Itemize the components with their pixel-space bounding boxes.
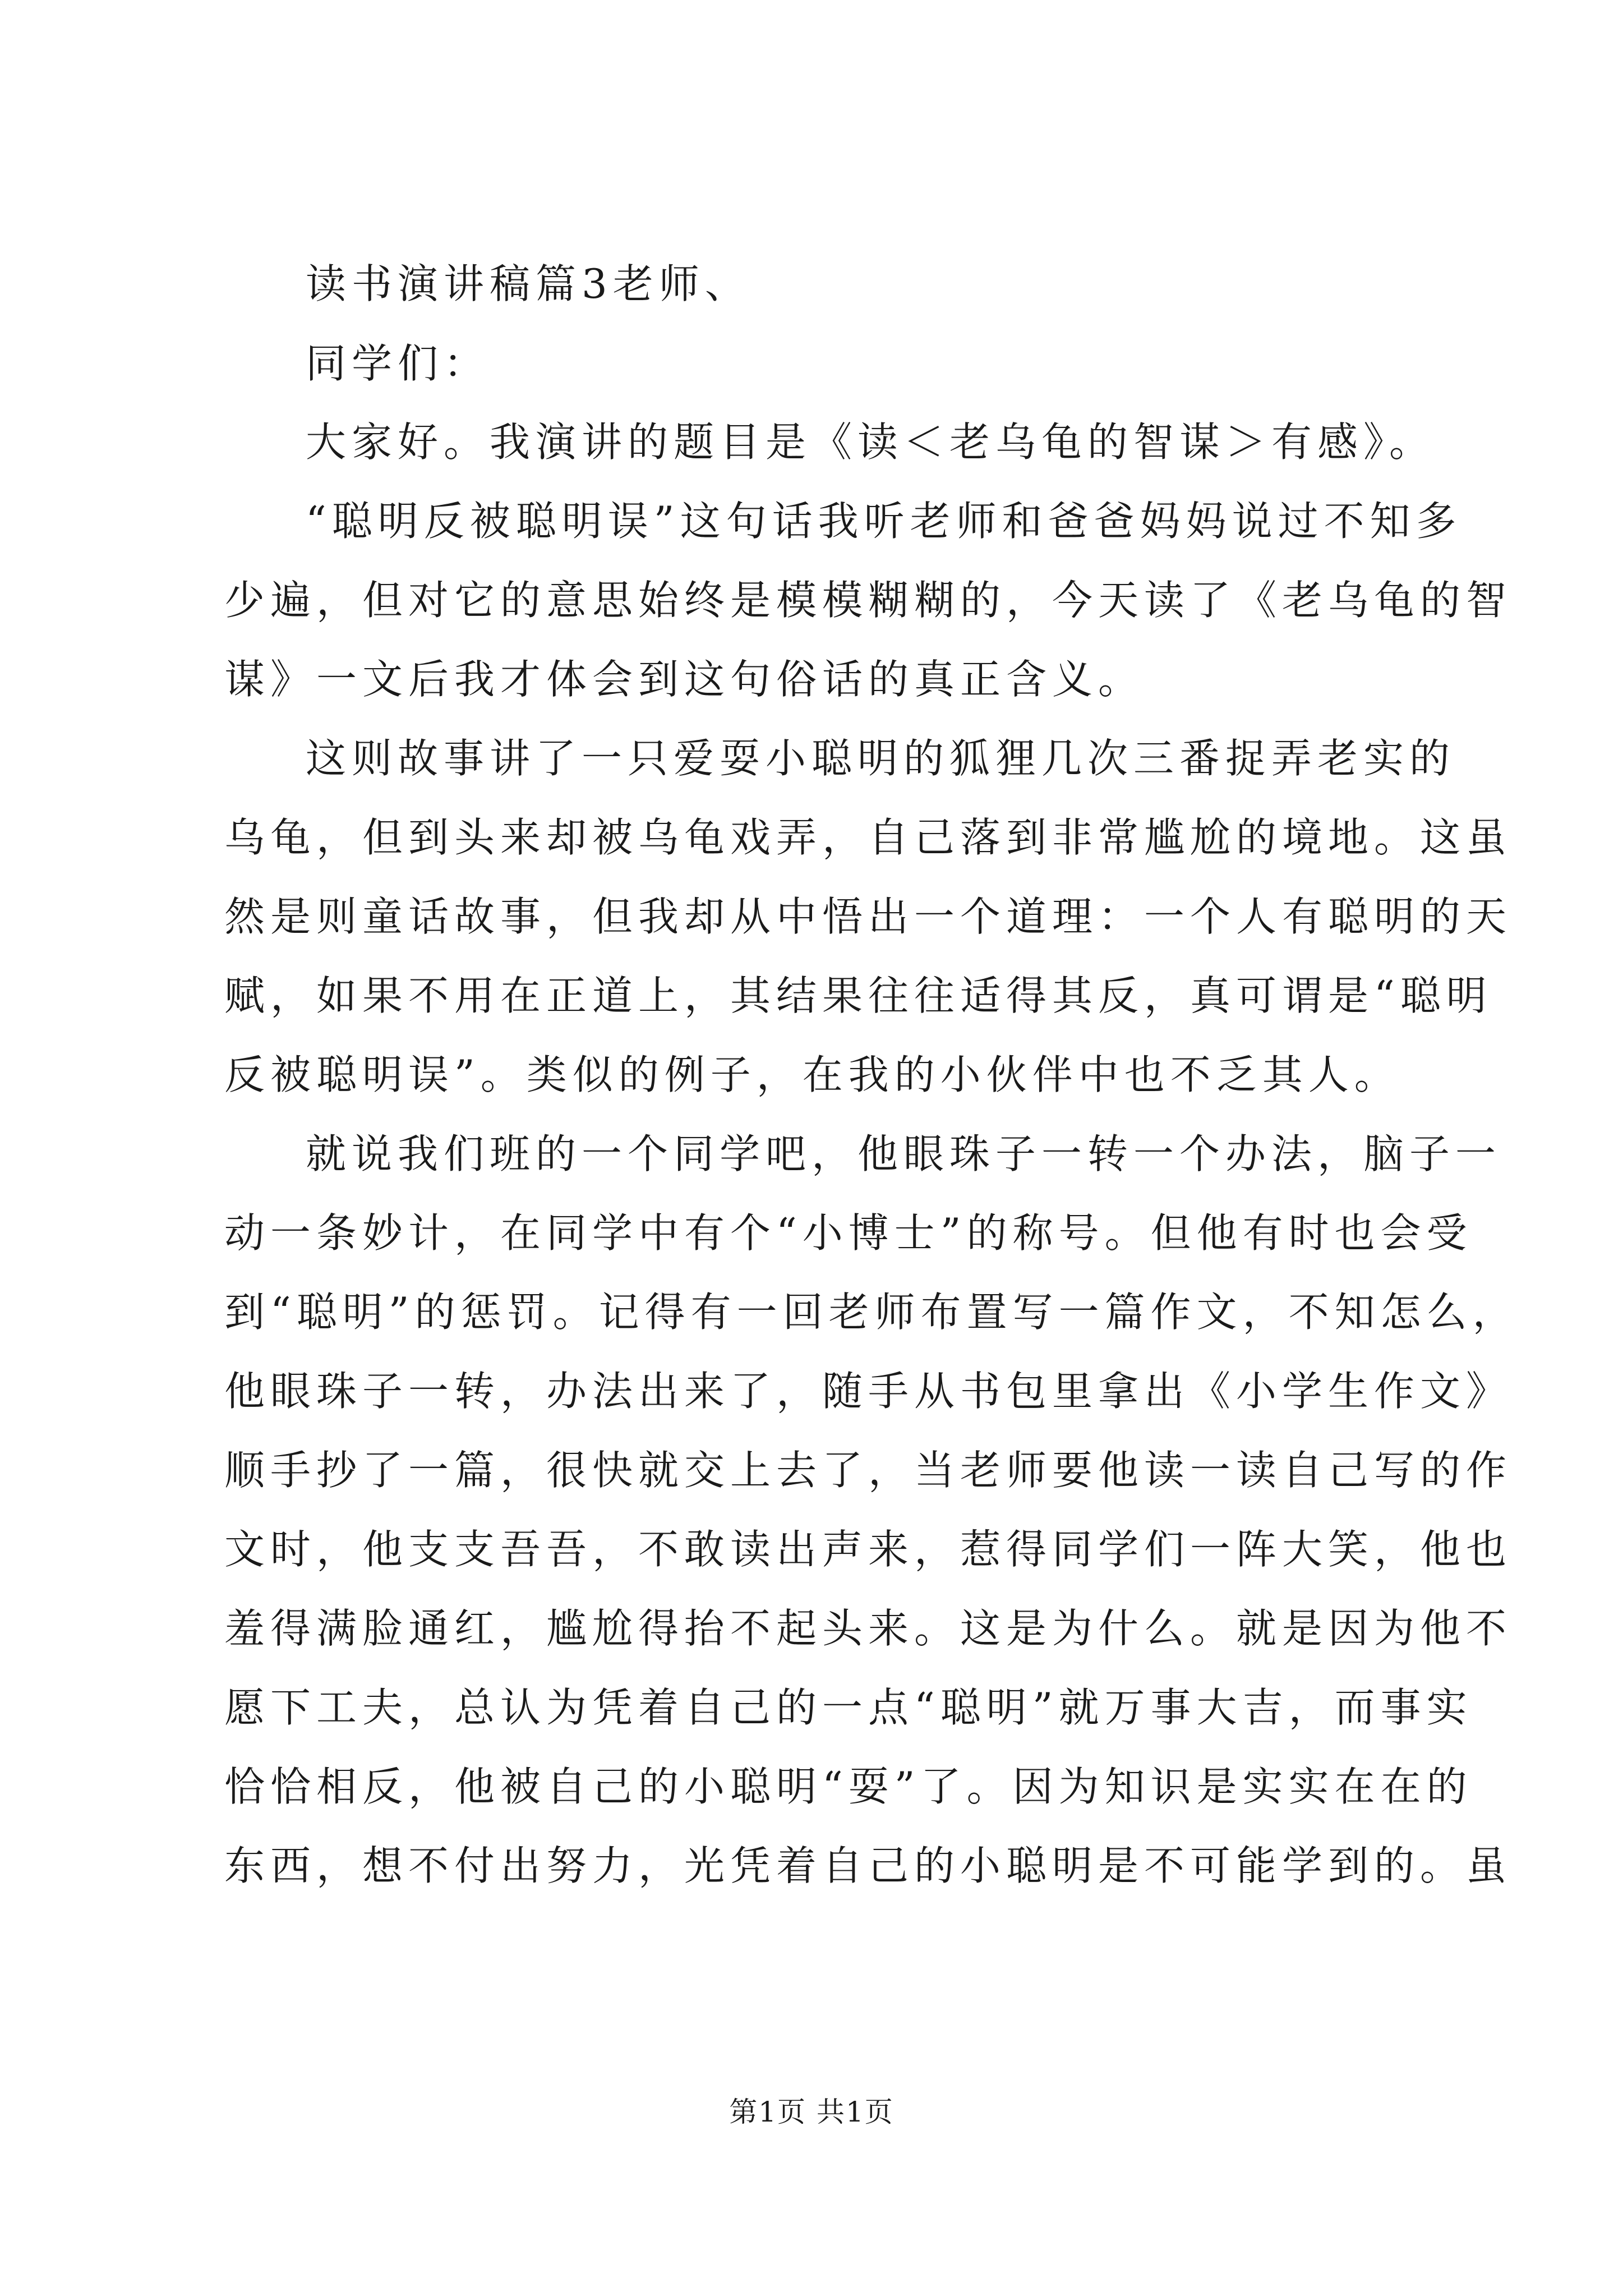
text-line-15: 他眼珠子一转，办法出来了，随手从书包里拿出《小学生作文》 (224, 1368, 1513, 1415)
text-line-11: 反被聪明误”。类似的例子，在我的小伙伴中也不乏其人。 (224, 1051, 1400, 1098)
text-line-13: 动一条妙计，在同学中有个“小博士”的称号。但他有时也会受 (224, 1209, 1473, 1257)
text-line-17: 文时，他支支吾吾，不敢读出声来，惹得同学们一阵大笑，他也 (224, 1526, 1513, 1573)
text-line-7: 这则故事讲了一只爱耍小聪明的狐狸几次三番捉弄老实的 (306, 735, 1456, 782)
text-line-4: “聪明反被聪明误”这句话我听老师和爸爸妈妈说过不知多 (306, 498, 1462, 545)
text-line-8: 乌龟，但到头来却被乌龟戏弄，自己落到非常尴尬的境地。这虽 (224, 814, 1513, 861)
text-line-3: 大家好。我演讲的题目是《读＜老乌龟的智谋＞有感》。 (306, 418, 1436, 466)
text-line-1: 读书演讲稿篇3老师、 (306, 260, 751, 307)
text-line-19: 愿下工夫，总认为凭着自己的一点“聪明”就万事大吉，而事实 (224, 1684, 1473, 1731)
text-line-21: 东西，想不付出努力，光凭着自己的小聪明是不可能学到的。虽 (224, 1842, 1513, 1889)
text-line-14: 到“聪明”的惩罚。记得有一回老师布置写一篇作文，不知怎么， (224, 1289, 1519, 1336)
text-line-2: 同学们： (306, 340, 490, 387)
text-line-9: 然是则童话故事，但我却从中悟出一个道理：一个人有聪明的天 (224, 893, 1513, 940)
text-line-5: 少遍，但对它的意思始终是模模糊糊的，今天读了《老乌龟的智 (224, 577, 1513, 624)
text-line-6: 谋》一文后我才体会到这句俗话的真正含义。 (224, 656, 1145, 703)
text-line-12: 就说我们班的一个同学吧，他眼珠子一转一个办法，脑子一 (306, 1130, 1502, 1177)
page-footer: 第1页 共1页 (729, 2096, 894, 2128)
text-line-18: 羞得满脸通红，尴尬得抬不起头来。这是为什么。就是因为他不 (224, 1605, 1513, 1652)
text-line-10: 赋，如果不用在正道上，其结果往往适得其反，真可谓是“聪明 (224, 972, 1492, 1019)
text-line-16: 顺手抄了一篇，很快就交上去了，当老师要他读一读自己写的作 (224, 1447, 1513, 1494)
text-line-20: 恰恰相反，他被自己的小聪明“耍”了。因为知识是实实在在的 (224, 1763, 1473, 1810)
